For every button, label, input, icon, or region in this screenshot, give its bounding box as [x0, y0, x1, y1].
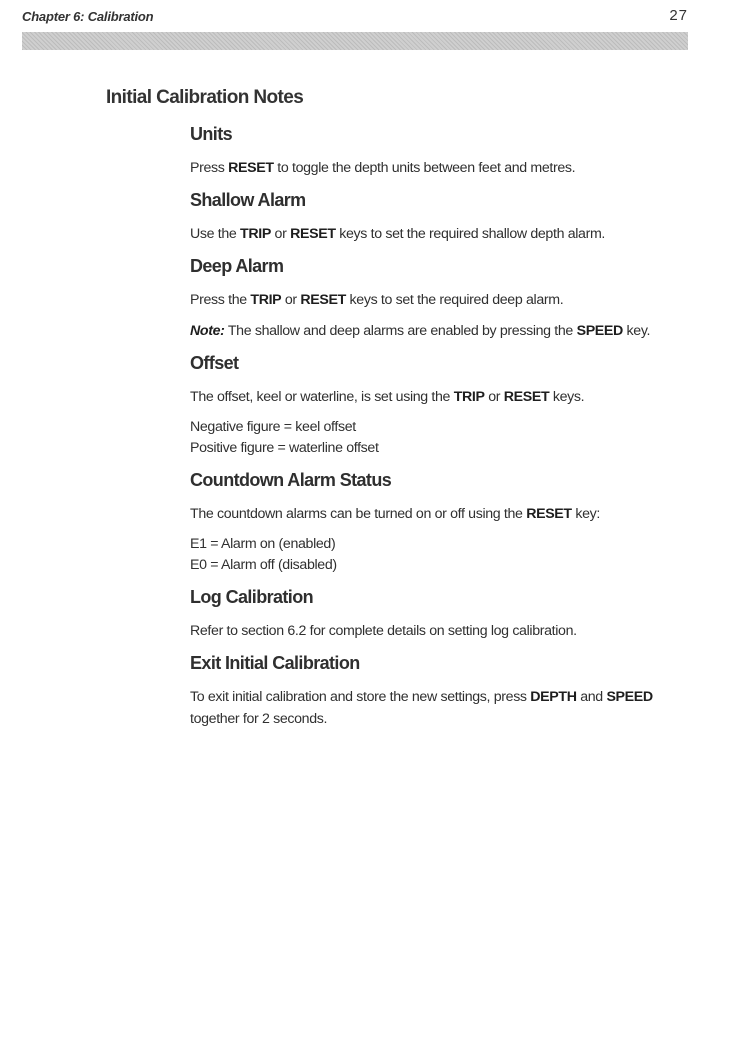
header-rule-bar — [22, 32, 688, 50]
alarm-off-line: E0 = Alarm off (disabled) — [190, 557, 337, 573]
shallow-alarm-section — [190, 188, 700, 245]
page-number: 27 — [669, 7, 688, 24]
shallow-alarm-paragraph: Use the TRIP or RESET keys to set the required shallow depth alarm. — [190, 226, 606, 242]
units-section — [190, 122, 700, 179]
speed-key: SPEED — [576, 323, 623, 339]
exit-heading: Exit Initial Calibration — [190, 653, 360, 673]
countdown-heading: Countdown Alarm Status — [190, 470, 392, 490]
log-calibration-heading: Log Calibration — [190, 587, 313, 607]
trip-key: TRIP — [240, 226, 271, 242]
page-header — [22, 7, 688, 27]
exit-section — [190, 651, 700, 730]
countdown-states — [190, 534, 700, 576]
depth-key: DEPTH — [530, 689, 577, 705]
reset-key: RESET — [228, 160, 274, 176]
positive-figure-line: Positive figure = waterline offset — [190, 440, 379, 456]
reset-key: RESET — [290, 226, 336, 242]
reset-key: RESET — [300, 292, 346, 308]
page-content — [190, 122, 700, 739]
offset-paragraph: The offset, keel or waterline, is set using the TRIP or RESET keys. — [190, 389, 585, 405]
shallow-alarm-heading: Shallow Alarm — [190, 190, 306, 210]
note-paragraph: Note: The shallow and deep alarms are enabled by pressing the SPEED key. — [190, 323, 651, 339]
reset-key: RESET — [503, 389, 550, 405]
log-calibration-section — [190, 585, 700, 642]
deep-alarm-heading: Deep Alarm — [190, 256, 284, 276]
countdown-section — [190, 468, 700, 576]
reset-key: RESET — [526, 506, 572, 522]
chapter-title: Chapter 6: Calibration — [22, 9, 154, 24]
deep-alarm-section — [190, 254, 700, 342]
deep-alarm-paragraph: Press the TRIP or RESET keys to set the required deep alarm. — [190, 292, 564, 308]
trip-key: TRIP — [250, 292, 282, 308]
section-title: Initial Calibration Notes — [106, 87, 304, 108]
units-paragraph: Press RESET to toggle the depth units between feet and metres. — [190, 160, 576, 176]
offset-figures — [190, 417, 700, 459]
negative-figure-line: Negative figure = keel offset — [190, 419, 356, 435]
exit-paragraph: To exit initial calibration and store the new settings, press DEPTH and SPEED together for 2 seconds. — [190, 689, 653, 727]
offset-section — [190, 351, 700, 459]
log-calibration-paragraph: Refer to section 6.2 for complete details on setting log calibration. — [190, 623, 577, 639]
trip-key: TRIP — [453, 389, 485, 405]
alarm-on-line: E1 = Alarm on (enabled) — [190, 536, 336, 552]
units-heading: Units — [190, 124, 233, 144]
countdown-paragraph: The countdown alarms can be turned on or off using the RESET key: — [190, 506, 600, 522]
note-label: Note: — [190, 323, 225, 339]
speed-key: SPEED — [606, 689, 653, 705]
offset-heading: Offset — [190, 353, 239, 373]
